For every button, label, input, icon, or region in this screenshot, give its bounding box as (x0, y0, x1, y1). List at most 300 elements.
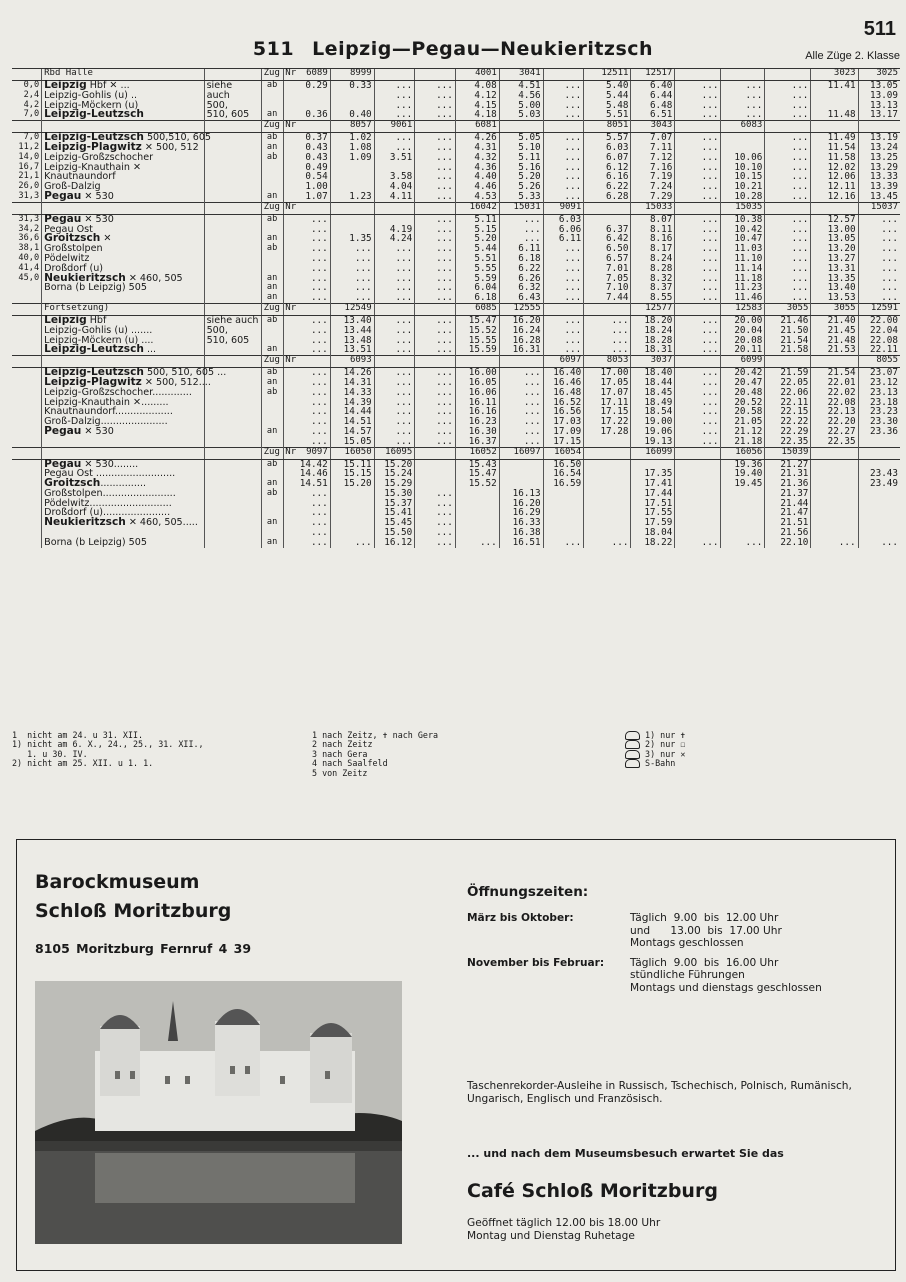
time-cell: 20.52 (721, 398, 765, 408)
time-cell (283, 91, 330, 101)
time-cell: ... (675, 81, 721, 91)
time-cell: 6.03 (543, 214, 584, 224)
time-cell: 18.22 (631, 538, 675, 548)
time-cell: ... (415, 326, 456, 336)
time-cell: 4.15 (455, 101, 499, 111)
train-number: 9091 (543, 202, 584, 214)
time-cell: 6.16 (584, 172, 631, 182)
via-note (204, 234, 261, 244)
time-cell: ... (858, 264, 900, 274)
station-label: Leipzig-Plagwitz (44, 375, 142, 388)
time-cell: 13.25 (858, 153, 900, 163)
time-cell: 15.37 (374, 499, 415, 509)
km-value (12, 326, 42, 336)
time-cell: 11.18 (721, 274, 765, 284)
time-cell: 13.00 (811, 225, 858, 235)
timetable-row (12, 518, 900, 528)
time-cell (415, 469, 456, 479)
time-cell: 15.15 (330, 469, 374, 479)
zugnr-label: Zug Nr (261, 202, 283, 214)
time-cell: 21.48 (811, 336, 858, 346)
time-cell: ... (415, 283, 456, 293)
station-label: Neukieritzsch (44, 271, 126, 284)
time-cell: ... (675, 427, 721, 437)
castle-illustration (35, 981, 402, 1244)
time-cell: ... (765, 234, 811, 244)
train-number (415, 356, 456, 368)
time-cell: 15.24 (374, 469, 415, 479)
timetable-row (12, 153, 900, 163)
time-cell: 13.05 (811, 234, 858, 244)
time-cell: 13.35 (811, 274, 858, 284)
hours-text: Täglich 9.00 bis 12.00 Uhr und 13.00 bis 17.00 Uhr Montags geschlossen (630, 912, 782, 950)
time-cell: 6.51 (631, 110, 675, 120)
time-cell: ... (765, 172, 811, 182)
castle-photo (35, 981, 402, 1244)
station-detail: ............... (100, 478, 147, 490)
time-cell: ... (374, 326, 415, 336)
train-number (811, 356, 858, 368)
time-cell: ... (765, 133, 811, 143)
time-cell: 0.36 (283, 110, 330, 120)
time-cell: 6.32 (499, 283, 543, 293)
time-cell (543, 489, 584, 499)
arr-dep-marker: an (261, 283, 283, 293)
station-label: Leipzig (44, 79, 87, 91)
time-cell: 7.19 (631, 172, 675, 182)
time-cell: 8.07 (631, 214, 675, 224)
time-cell: ... (858, 244, 900, 254)
time-cell: 14.33 (330, 388, 374, 398)
time-cell: 14.46 (283, 469, 330, 479)
time-cell: 5.20 (499, 172, 543, 182)
train-number (675, 69, 721, 81)
time-cell: 14.31 (330, 378, 374, 388)
time-cell: ... (283, 499, 330, 509)
station-detail: ✕ 530 (81, 213, 114, 225)
hours-row (467, 912, 822, 950)
km-value (12, 417, 42, 427)
station-detail: ✕ 460, 505 (125, 272, 183, 284)
time-cell: 18.20 (631, 315, 675, 325)
time-cell: 13.33 (858, 172, 900, 182)
via-note (204, 508, 261, 518)
train-number: 6083 (721, 121, 765, 133)
time-cell: 21.05 (721, 417, 765, 427)
time-cell: 16.05 (455, 378, 499, 388)
time-cell: 6.11 (543, 234, 584, 244)
train-number: 3025 (858, 69, 900, 81)
time-cell: ... (584, 538, 631, 548)
time-cell: ... (415, 293, 456, 303)
time-cell: ... (283, 528, 330, 538)
time-cell: 4.53 (455, 192, 499, 202)
timetable-row (12, 110, 900, 120)
arr-dep-marker: an (261, 192, 283, 202)
station-label: Knautnaundorf................... (44, 406, 173, 418)
time-cell: 0.40 (330, 110, 374, 120)
time-cell: ... (543, 336, 584, 346)
train-number: 8053 (584, 356, 631, 368)
train-number: 3037 (631, 356, 675, 368)
time-cell: 13.24 (858, 143, 900, 153)
museum-advertisement (16, 839, 896, 1271)
time-cell: 6.28 (584, 192, 631, 202)
station-label: Leipzig-Knauthain ✕ (44, 161, 142, 173)
time-cell: 10.38 (721, 214, 765, 224)
footnotes-mid (312, 731, 438, 778)
time-cell: 5.11 (455, 214, 499, 224)
time-cell: ... (765, 91, 811, 101)
time-cell: ... (283, 489, 330, 499)
time-cell: 14.26 (330, 368, 374, 378)
time-cell: 0.43 (283, 153, 330, 163)
time-cell (811, 469, 858, 479)
time-cell: 16.28 (499, 336, 543, 346)
hours-title: Öffnungszeiten: (467, 884, 589, 900)
time-cell: ... (543, 153, 584, 163)
time-cell: ... (330, 254, 374, 264)
time-cell: 15.20 (330, 479, 374, 489)
time-cell: 16.11 (455, 398, 499, 408)
time-cell (330, 214, 374, 224)
time-cell: 22.35 (765, 437, 811, 447)
time-cell: ... (374, 315, 415, 325)
km-value (12, 368, 42, 378)
page-title (0, 38, 906, 60)
train-number (721, 69, 765, 81)
train-number (415, 447, 456, 459)
train-number: 16050 (330, 447, 374, 459)
time-cell (584, 437, 631, 447)
time-cell: 16.16 (455, 407, 499, 417)
footnote-item: 4 nach Saalfeld (312, 758, 388, 769)
station-label: Pödelwitz (44, 252, 90, 264)
time-cell: 21.18 (721, 437, 765, 447)
time-cell: 20.47 (721, 378, 765, 388)
station-label: Droßdorf (u)...................... (44, 507, 171, 519)
time-cell: ... (858, 274, 900, 284)
km-value (12, 437, 42, 447)
time-cell: ... (415, 528, 456, 538)
km-value: 31,3 (18, 190, 40, 201)
km-value (12, 398, 42, 408)
via-note (204, 264, 261, 274)
time-cell: ... (675, 153, 721, 163)
time-cell: 6.18 (499, 254, 543, 264)
time-cell: 10.47 (721, 234, 765, 244)
car-icon (625, 740, 640, 749)
ad-title (35, 868, 231, 926)
time-cell: ... (721, 101, 765, 111)
time-cell: 16.00 (455, 368, 499, 378)
km-value (12, 499, 42, 509)
footnote-text: 3) nur ✕ (645, 748, 686, 759)
time-cell: ... (675, 192, 721, 202)
time-cell: ... (543, 264, 584, 274)
time-cell: 13.17 (858, 110, 900, 120)
arr-dep-marker: ab (261, 214, 283, 224)
time-cell: ... (283, 225, 330, 235)
time-cell: 13.44 (330, 326, 374, 336)
time-cell: 8.17 (631, 244, 675, 254)
time-cell: 15.52 (455, 479, 499, 489)
via-note (204, 479, 261, 489)
continuation-label: Fortsetzung) (42, 303, 204, 315)
time-cell (499, 469, 543, 479)
time-cell: ... (415, 153, 456, 163)
train-number (415, 69, 456, 81)
time-cell: 13.19 (858, 133, 900, 143)
time-cell: 16.12 (374, 538, 415, 548)
time-cell: ... (543, 274, 584, 284)
time-cell: 19.40 (721, 469, 765, 479)
via-note (204, 469, 261, 479)
via-note (204, 518, 261, 528)
via-note (204, 378, 261, 388)
time-cell (721, 508, 765, 518)
time-cell: ... (675, 388, 721, 398)
time-cell: ... (675, 315, 721, 325)
time-cell: 13.31 (811, 264, 858, 274)
timetable-row (12, 283, 900, 293)
time-cell: 11.41 (811, 81, 858, 91)
time-cell: ... (675, 345, 721, 355)
time-cell: 10.15 (721, 172, 765, 182)
train-number-row (12, 447, 900, 459)
time-cell: 16.29 (499, 508, 543, 518)
time-cell: ... (675, 407, 721, 417)
time-cell: ... (330, 274, 374, 284)
time-cell: 4.40 (455, 172, 499, 182)
time-cell: 10.28 (721, 192, 765, 202)
time-cell: ... (415, 192, 456, 202)
time-cell: ... (765, 254, 811, 264)
time-cell: ... (283, 283, 330, 293)
cafe-hours: Geöffnet täglich 12.00 bis 18.00 Uhr Montag und Dienstag Ruhetage (467, 1217, 661, 1242)
time-cell: ... (374, 378, 415, 388)
time-cell: 17.41 (631, 479, 675, 489)
timetable-row (12, 225, 900, 235)
train-number: 15035 (721, 202, 765, 214)
footnote-text: S-Bahn (645, 758, 676, 769)
km-value: 2,4 (23, 89, 40, 100)
time-cell: ... (499, 388, 543, 398)
time-cell: 7.44 (584, 293, 631, 303)
via-note (204, 225, 261, 235)
time-cell: ... (374, 283, 415, 293)
opening-hours (467, 912, 822, 1002)
time-cell: 21.45 (811, 326, 858, 336)
arr-dep-marker (261, 326, 283, 336)
via-note (204, 163, 261, 173)
time-cell: ... (675, 538, 721, 548)
train-number (675, 121, 721, 133)
time-cell: 22.02 (811, 388, 858, 398)
time-cell: ... (675, 378, 721, 388)
time-cell: 4.32 (455, 153, 499, 163)
train-number: 6089 (283, 69, 330, 81)
time-cell: 23.18 (858, 398, 900, 408)
time-cell: 23.07 (858, 368, 900, 378)
station-label: Groitzsch (44, 477, 101, 490)
station-label: Pegau Ost .......................... (44, 468, 176, 480)
time-cell: 22.01 (811, 378, 858, 388)
time-cell: ... (415, 225, 456, 235)
via-note (204, 398, 261, 408)
km-value (12, 315, 42, 325)
time-cell: 5.59 (455, 274, 499, 284)
train-number (765, 202, 811, 214)
train-number (765, 356, 811, 368)
time-cell: 16.13 (499, 489, 543, 499)
time-cell: ... (283, 398, 330, 408)
station-detail: ... (143, 344, 157, 356)
time-cell: ... (675, 214, 721, 224)
time-cell: ... (499, 427, 543, 437)
station-label: Borna (b Leipzig) 505 (44, 536, 147, 548)
train-number (374, 356, 415, 368)
time-cell: ... (415, 388, 456, 398)
via-note (204, 437, 261, 447)
time-cell: 22.08 (858, 336, 900, 346)
train-number (765, 69, 811, 81)
train-number: 12517 (631, 69, 675, 81)
train-number (811, 202, 858, 214)
time-cell: ... (415, 101, 456, 111)
time-cell: 17.22 (584, 417, 631, 427)
time-cell: 4.56 (499, 91, 543, 101)
arr-dep-marker: ab (261, 315, 283, 325)
time-cell: 0.29 (283, 81, 330, 91)
time-cell: ... (543, 345, 584, 355)
time-cell (584, 479, 631, 489)
train-number: 16056 (721, 447, 765, 459)
time-cell: 13.40 (330, 315, 374, 325)
train-number (415, 303, 456, 315)
time-cell: 14.51 (283, 479, 330, 489)
time-cell: ... (543, 143, 584, 153)
km-value (12, 388, 42, 398)
arr-dep-marker: ab (261, 388, 283, 398)
time-cell: ... (499, 437, 543, 447)
time-cell: 15.05 (330, 437, 374, 447)
time-cell: 1.23 (330, 192, 374, 202)
time-cell: ... (499, 407, 543, 417)
arr-dep-marker: ab (261, 81, 283, 91)
class-note: Alle Züge 2. Klasse (805, 50, 900, 62)
time-cell: ... (415, 538, 456, 548)
time-cell: 20.48 (721, 388, 765, 398)
time-cell: ... (675, 234, 721, 244)
time-cell: ... (374, 101, 415, 111)
car-icon (625, 759, 640, 768)
time-cell: 5.00 (499, 101, 543, 111)
time-cell: 3.58 (374, 172, 415, 182)
time-cell: ... (415, 81, 456, 91)
time-cell: 6.40 (631, 81, 675, 91)
time-cell: 8.24 (631, 254, 675, 264)
time-cell: ... (415, 254, 456, 264)
time-cell: 5.57 (584, 133, 631, 143)
train-number: 6093 (330, 356, 374, 368)
timetable-row (12, 345, 900, 355)
time-cell: 6.06 (543, 225, 584, 235)
time-cell: 12.11 (811, 182, 858, 192)
train-number: 15039 (765, 447, 811, 459)
time-cell (811, 508, 858, 518)
arr-dep-marker: ab (261, 459, 283, 469)
time-cell: 12.57 (811, 214, 858, 224)
train-number (374, 202, 415, 214)
train-number: 8999 (330, 69, 374, 81)
km-value: 16,7 (18, 161, 40, 172)
timetable-row (12, 417, 900, 427)
time-cell: ... (283, 518, 330, 528)
time-cell: 6.48 (631, 101, 675, 111)
time-cell: 6.43 (499, 293, 543, 303)
time-cell (811, 499, 858, 509)
time-cell: 17.15 (584, 407, 631, 417)
station-name (42, 437, 204, 447)
arr-dep-marker: ab (261, 489, 283, 499)
time-cell (499, 459, 543, 469)
zugnr-label: Zug Nr (261, 121, 283, 133)
time-cell: ... (283, 214, 330, 224)
time-cell: 5.48 (584, 101, 631, 111)
time-cell (584, 489, 631, 499)
time-cell: 15.43 (455, 459, 499, 469)
km-value: 41,4 (18, 262, 40, 273)
time-cell: 23.23 (858, 407, 900, 417)
time-cell: 6.42 (584, 234, 631, 244)
km-value (12, 538, 42, 548)
station-detail: ✕ 530 (81, 425, 114, 437)
time-cell: 11.14 (721, 264, 765, 274)
station-label: Borna (b Leipzig) 505 (44, 282, 147, 294)
time-cell: 22.15 (765, 407, 811, 417)
timetable (12, 68, 900, 548)
time-cell: 17.07 (584, 388, 631, 398)
time-cell: ... (765, 283, 811, 293)
train-number (858, 447, 900, 459)
zugnr-label: Zug Nr (261, 447, 283, 459)
km-value (12, 345, 42, 355)
time-cell: 23.36 (858, 427, 900, 437)
footnote-item: 1 nach Zeitz, ✝ nach Gera (312, 730, 439, 740)
via-note (204, 283, 261, 293)
time-cell: 18.24 (631, 326, 675, 336)
time-cell: 18.04 (631, 528, 675, 538)
km-value: 11,2 (18, 141, 40, 152)
time-cell: ... (765, 182, 811, 192)
time-cell: ... (765, 274, 811, 284)
time-cell: ... (543, 538, 584, 548)
time-cell: 7.24 (631, 182, 675, 192)
time-cell (330, 489, 374, 499)
time-cell: 6.50 (584, 244, 631, 254)
station-label: Pegau (44, 212, 82, 225)
via-note (204, 345, 261, 355)
time-cell: ... (374, 274, 415, 284)
time-cell: 17.11 (584, 398, 631, 408)
time-cell: 13.20 (811, 244, 858, 254)
time-cell: 22.06 (765, 388, 811, 398)
time-cell (584, 518, 631, 528)
via-note (204, 388, 261, 398)
time-cell: ... (415, 508, 456, 518)
station-label: Leipzig-Großzschocher (44, 151, 154, 163)
